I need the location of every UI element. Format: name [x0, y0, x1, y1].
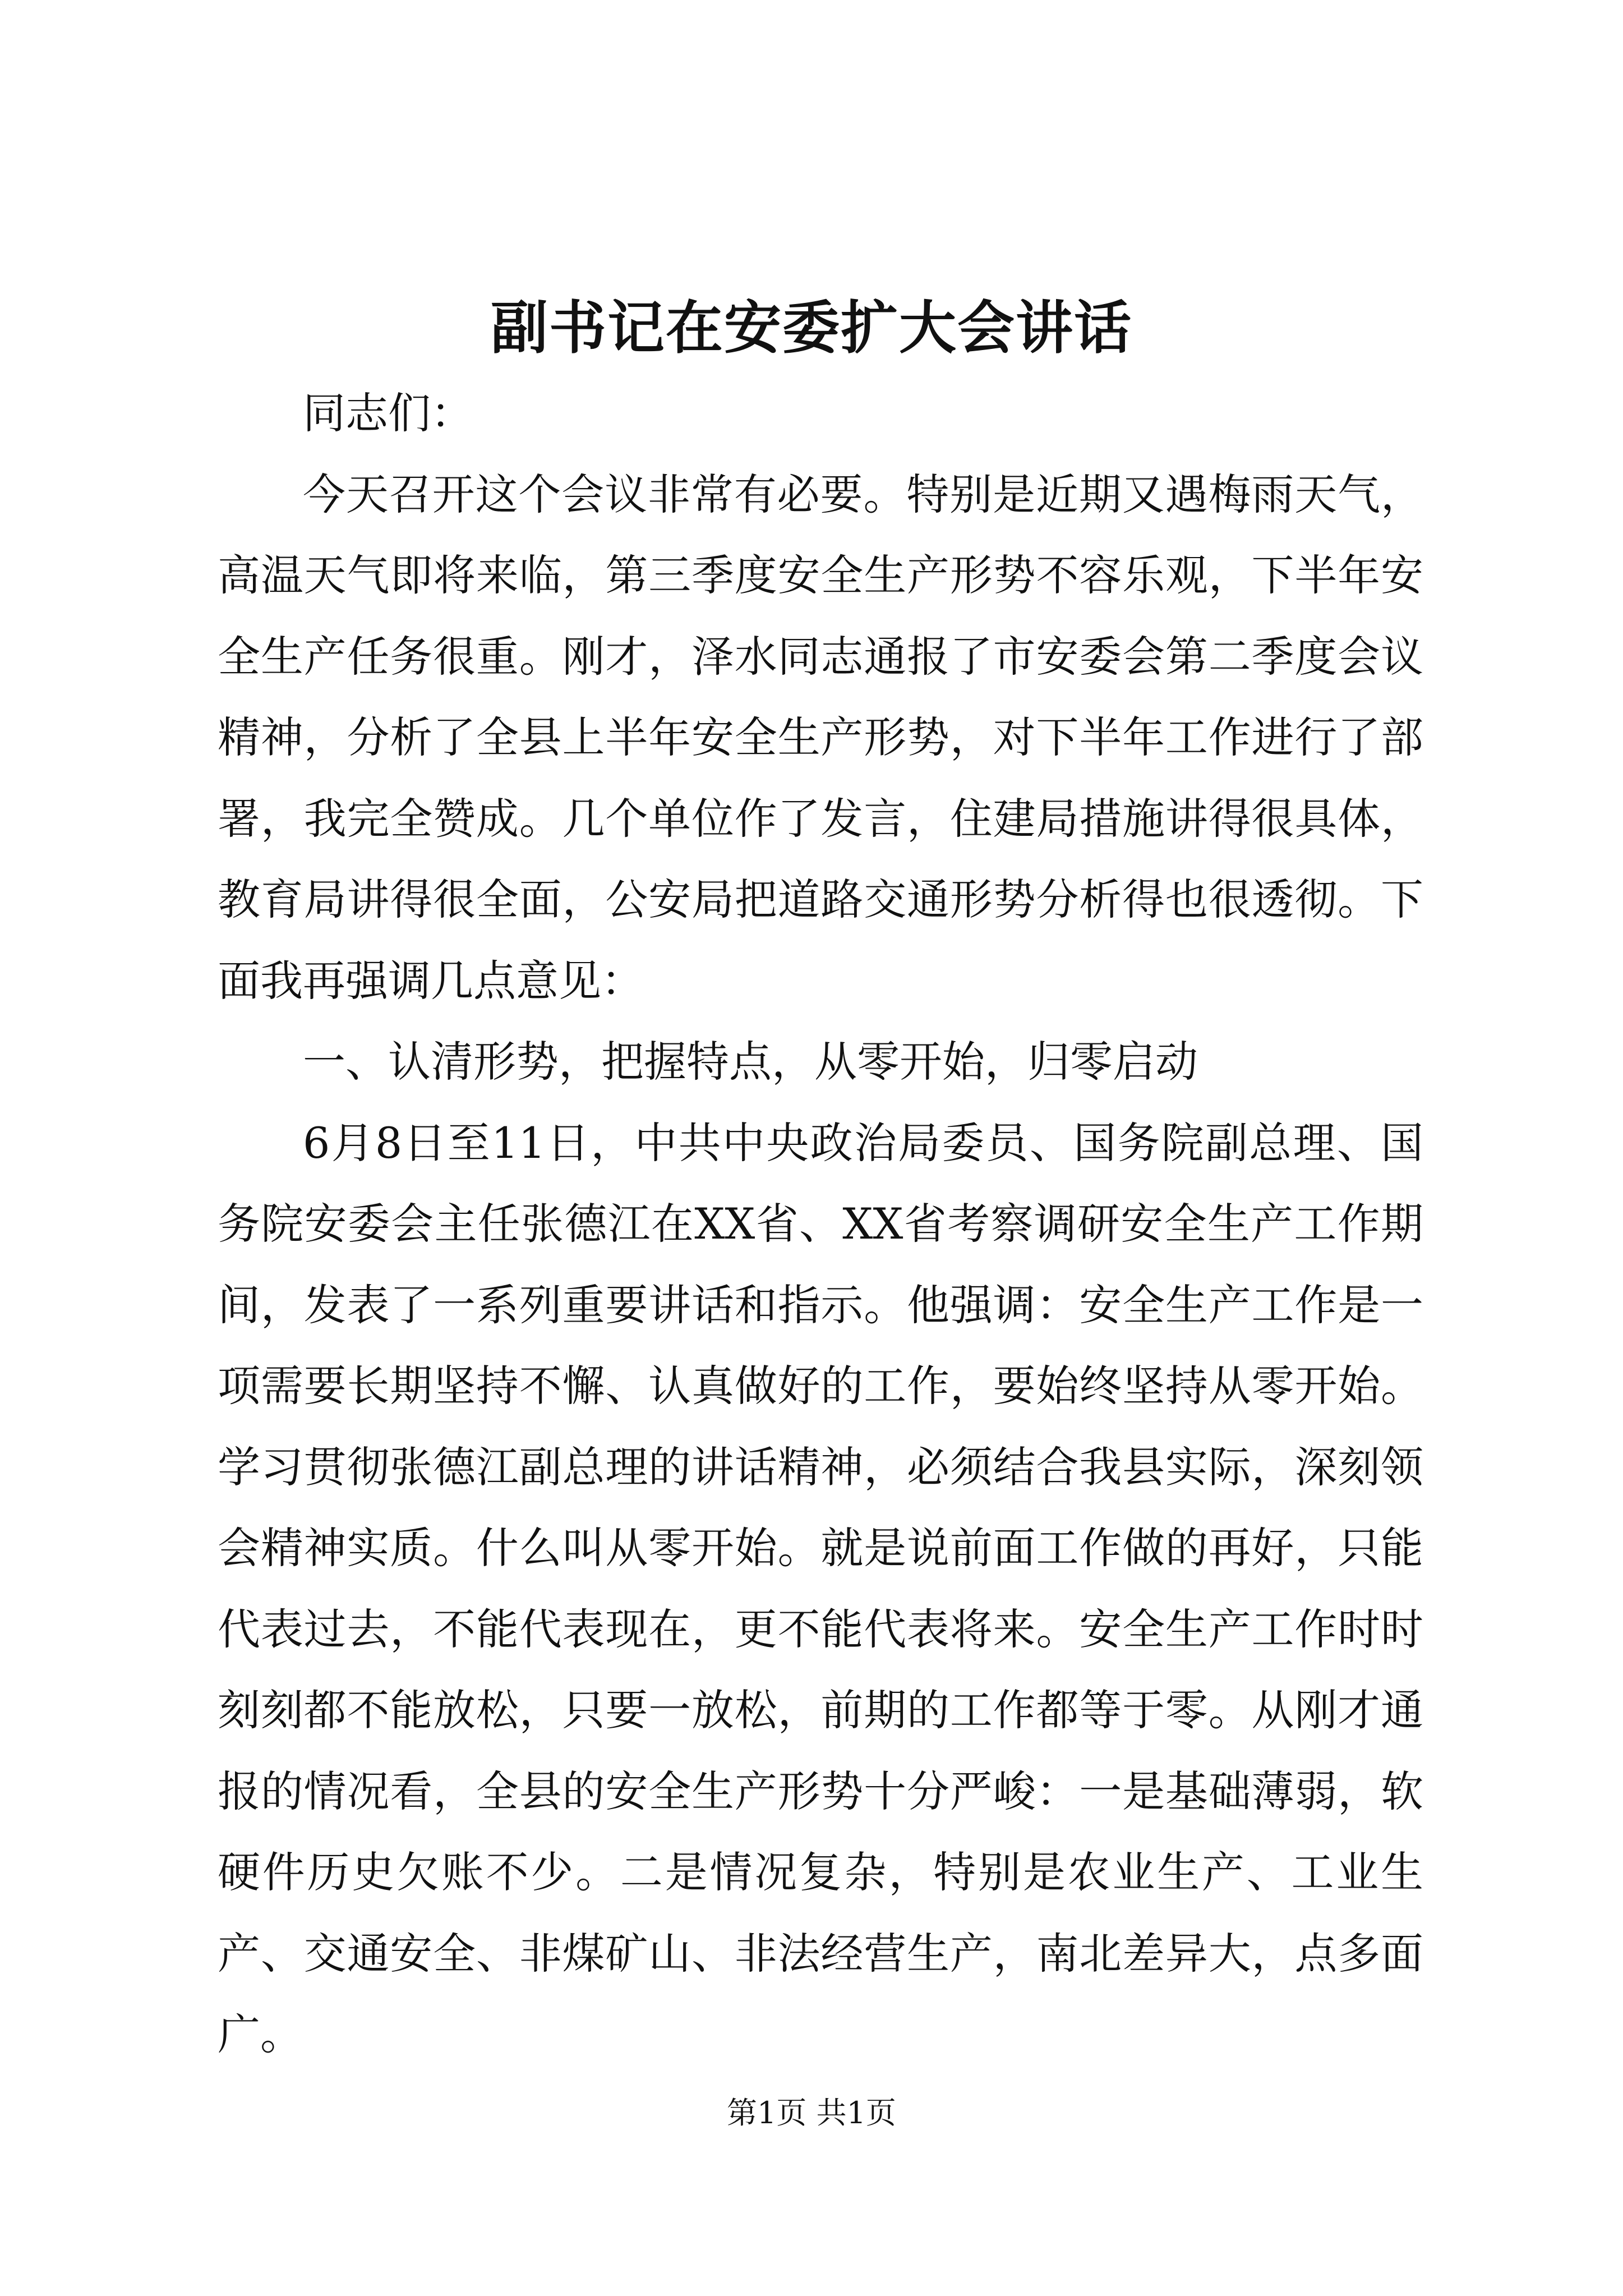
body-paragraph: 6月8日至11日，中共中央政治局委员、国务院副总理、国务院安委会主任张德江在XX省、XX省考察调研安全生产工作期间，发表了一系列重要讲话和指示。他强调：安全生产工作是一项需要长期坚持不懈、认真做好的工作，要始终坚持从零开始。学习贯彻张德江副总理的讲话精神，必须结合我县实际，深刻领会精神实质。什么叫从零开始。就是说前面工作做的再好，只能代表过去，不能代表现在，更不能代表将来。安全生产工作时时刻刻都不能放松，只要一放松，前期的工作都等于零。从刚才通报的情况看，全县的安全生产形势十分严峻：一是基础薄弱，软硬件历史欠账不少。二是情况复杂，特别是农业生产、工业生产、交通安全、非煤矿山、非法经营生产，南北差异大，点多面广。 — [218, 1117, 1423, 2059]
body-paragraph: 今天召开这个会议非常有必要。特别是近期又遇梅雨天气，高温天气即将来临，第三季度安全生产形势不容乐观，下半年安全生产任务很重。刚才，泽水同志通报了市安委会第二季度会议精神，分析了全县上半年安全生产形势，对下半年工作进行了部署，我完全赞成。几个单位作了发言，住建局措施讲得很具体，教育局讲得很全面，公安局把道路交通形势分析得也很透彻。下面我再强调几点意见： — [218, 469, 1423, 1006]
salutation: 同志们： — [303, 388, 473, 438]
document-body — [218, 373, 1423, 2076]
section-heading: 一、认清形势，把握特点，从零开始，归零启动 — [303, 1037, 1198, 1087]
document-title: 副书记在安委扩大会讲话 — [491, 295, 1132, 362]
page-footer: 第1页 共1页 — [727, 2095, 896, 2131]
